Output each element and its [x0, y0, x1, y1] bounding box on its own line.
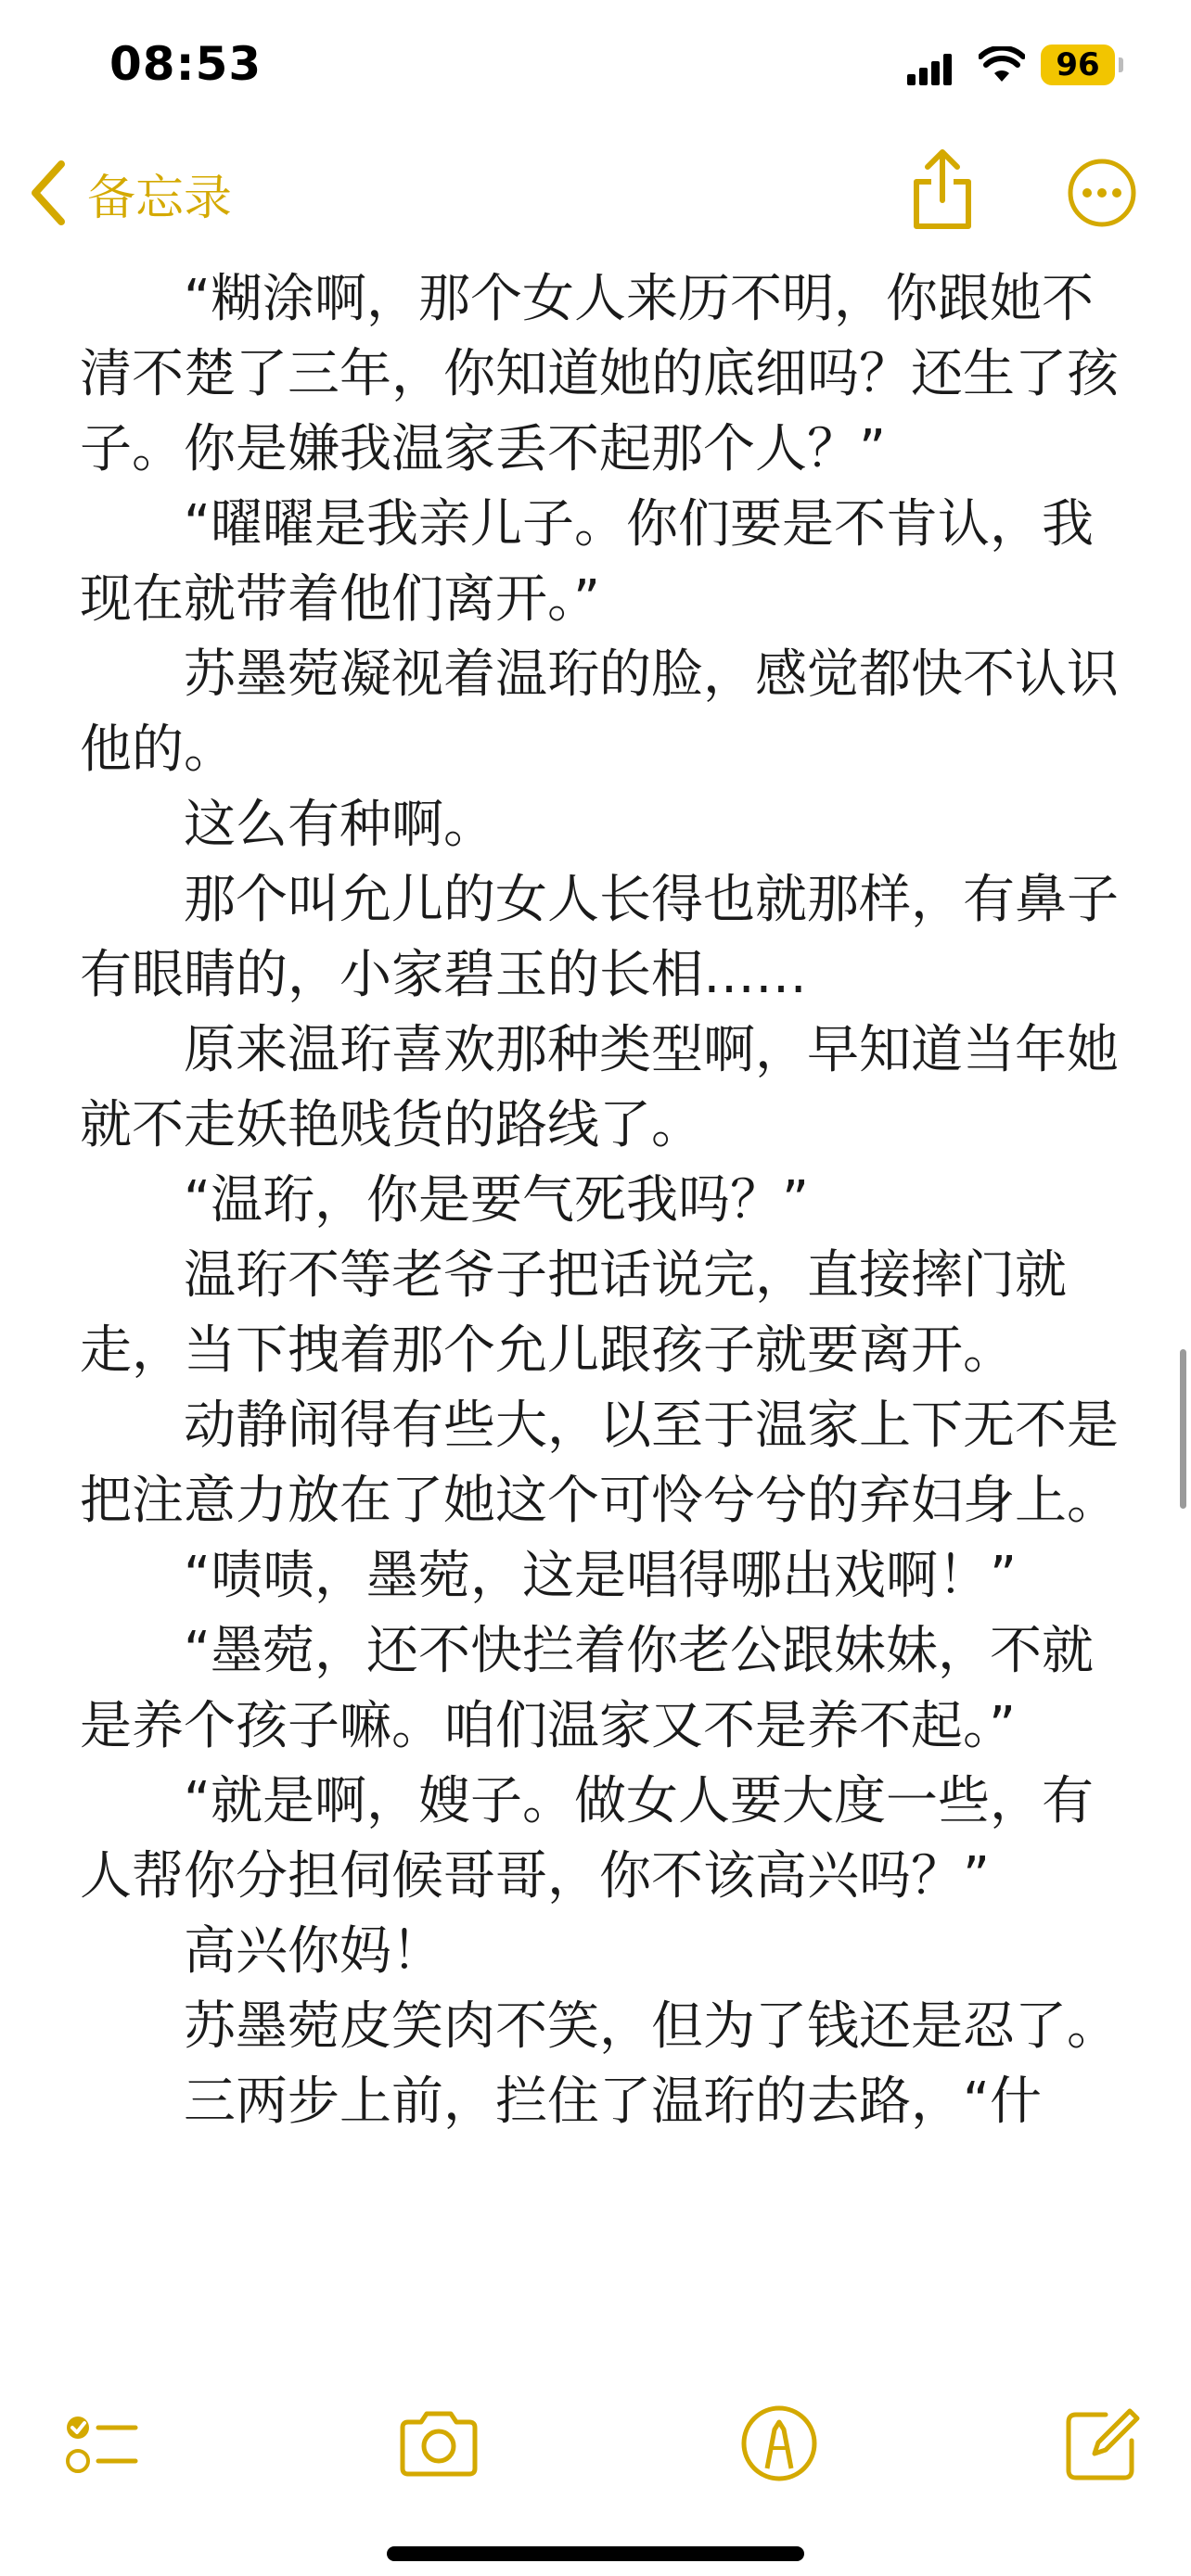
nav-bar [0, 139, 1191, 250]
status-bar [0, 0, 1191, 139]
more-button[interactable] [1067, 158, 1137, 228]
note-paragraph: “啧啧，墨菀，这是唱得哪出戏啊！” [184, 1546, 1018, 1606]
checklist-icon [58, 2471, 141, 2489]
note-paragraph: 温珩不等老爷子把话说完，直接摔门就走，当下拽着那个允儿跟孩子就要离开。 [80, 1245, 1067, 1381]
battery-nub [1119, 57, 1123, 72]
compose-button[interactable] [1061, 2402, 1145, 2485]
share-icon [907, 218, 978, 236]
compose-icon [1061, 2471, 1145, 2489]
bottom-toolbar [0, 2383, 1191, 2494]
note-paragraph: 苏墨菀凝视着温珩的脸，感觉都快不认识他的。 [80, 644, 1119, 780]
note-paragraph: 苏墨菀皮笑肉不笑，但为了钱还是忍了。 [184, 1996, 1119, 2057]
note-paragraph: “温珩，你是要气死我吗？” [184, 1170, 810, 1231]
camera-button[interactable] [397, 2402, 480, 2485]
back-label: 备忘录 [87, 170, 233, 226]
note-paragraph: 这么有种啊。 [184, 795, 495, 855]
note-paragraph: 原来温珩喜欢那种类型啊，早知道当年她就不走妖艳贱货的路线了。 [80, 1020, 1119, 1155]
note-body[interactable] [80, 261, 1137, 2339]
markup-button[interactable] [737, 2402, 821, 2485]
home-indicator[interactable] [387, 2546, 804, 2561]
checklist-button[interactable] [58, 2402, 141, 2485]
back-button[interactable] [30, 156, 232, 230]
status-time: 08:53 [109, 37, 263, 91]
battery-level: 96 [1056, 46, 1100, 83]
note-paragraph: 高兴你妈！ [184, 1921, 443, 1982]
note-paragraph: 那个叫允儿的女人长得也就那样，有鼻子有眼睛的，小家碧玉的长相…… [80, 870, 1119, 1005]
camera-icon [397, 2471, 480, 2489]
wifi-icon [979, 46, 1025, 83]
scroll-indicator[interactable] [1180, 1349, 1186, 1509]
note-paragraph: 三两步上前，拦住了温珩的去路，“什 [184, 2072, 1043, 2132]
battery-icon [1041, 45, 1115, 85]
note-paragraph: “墨菀，还不快拦着你老公跟妹妹，不就是养个孩子嘛。咱们温家又不是养不起。” [80, 1621, 1095, 1756]
share-button[interactable] [907, 148, 978, 232]
more-icon [1067, 214, 1137, 232]
note-paragraph: “就是啊，嫂子。做女人要大度一些，有人帮你分担伺候哥哥，你不该高兴吗？” [80, 1771, 1095, 1906]
markup-pen-icon [737, 2471, 821, 2489]
chevron-left-icon [30, 160, 67, 225]
note-paragraph: “糊涂啊，那个女人来历不明，你跟她不清不楚了三年，你知道她的底细吗？还生了孩子。你是嫌我温家丢不起那个人？” [80, 269, 1119, 479]
note-paragraph: “曜曜是我亲儿子。你们要是不肯认，我现在就带着他们离开。” [80, 494, 1095, 630]
note-paragraph: 动静闹得有些大，以至于温家上下无不是把注意力放在了她这个可怜兮兮的弃妇身上。 [80, 1396, 1119, 1531]
signal-icon [907, 54, 954, 85]
